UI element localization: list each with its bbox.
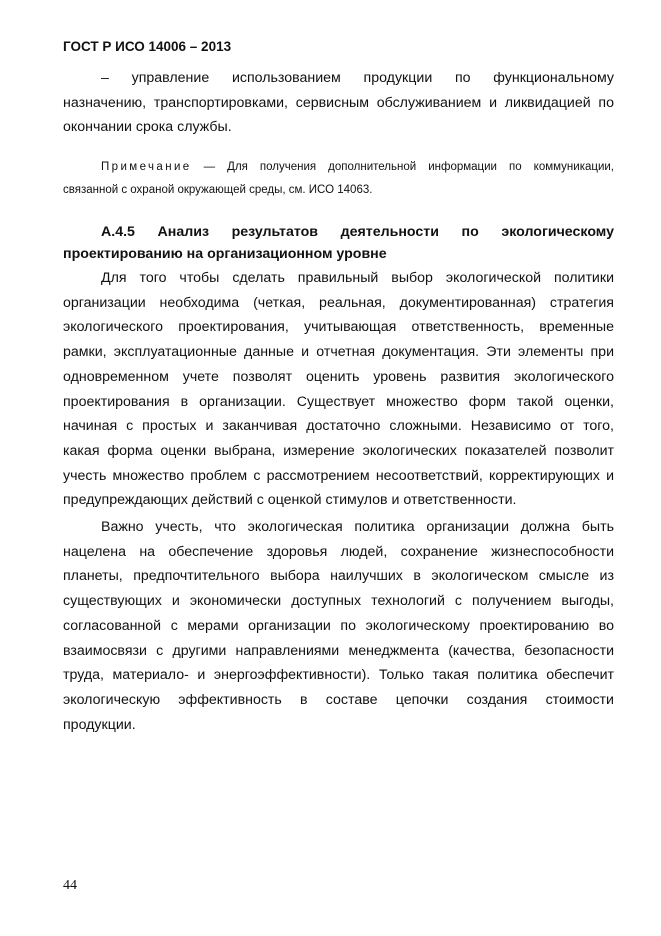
text-line: существующих и экономически доступных технологий с получением выгоды, [63,593,614,610]
text-line: труда, материало- и энергоэффективности). Только такая политика обеспечит [63,667,614,684]
text-line: учесть множество проблем с рассмотрением несоответствий, корректирующих и [63,467,614,484]
text-line [63,156,614,179]
text-line: Важно учесть, что экологическая политика организации должна быть [101,519,614,535]
section-heading [63,221,614,265]
text-line: экологическую эффективность в составе цепочки создания стоимости [63,691,614,708]
document-header: ГОСТ Р ИСО 14006 – 2013 [63,39,232,54]
text-line: экологического проектирования, учитывающая ответственность, временные [63,319,614,336]
intro-paragraph [63,66,614,140]
text-line: планеты, предпочтительного выбора наилучших в экологическом смысле из [63,568,614,585]
text-line: проектированию на организационном уровне [63,246,387,262]
text-line: – управление использованием продукции по функциональному [101,70,614,86]
text-line: начиная с простых и заканчивая достаточно сложными. Независимо от того, [63,418,614,435]
text-line: продукции. [63,716,136,733]
text-line: Для того чтобы сделать правильный выбор экологической политики [101,270,614,286]
page-number: 44 [63,878,77,893]
text-line: одновременном учете позволят оценить уровень развития экологического [63,368,614,385]
note [63,156,614,202]
text-line: проектирования в организации. Существует множество форм такой оценки, [63,393,614,410]
text-line: какая форма оценки выбрана, измерение экологических показателей позволит [63,442,614,459]
text-line: окончании срока службы. [63,119,232,136]
paragraph-1 [63,266,614,513]
text-line: А.4.5 Анализ результатов деятельности по экологическому [101,224,614,240]
text-line: предупреждающих действий с оценкой стимулов и ответственности. [63,492,517,509]
note-text: — Для получения дополнительной информации по коммуникации, [191,161,614,173]
text-line: взаимосвязи с другими направлениями менеджмента (качества, безопасности [63,642,614,659]
text-line: нацелена на обеспечение здоровья людей, сохранение жизнеспособности [63,543,614,560]
note-label: Примечание [101,161,192,173]
text-line: рамки, эксплуатационные данные и отчетная документация. Эти элементы при [63,344,614,361]
text-line: назначению, транспортировками, сервисным обслуживанием и ликвидацией по [63,94,614,111]
text-line: согласованной с мерами организации по экологическому проектированию во [63,617,614,634]
text-line: организации необходима (четкая, реальная, документированная) стратегия [63,294,614,311]
paragraph-2 [63,515,614,737]
text-line: связанной с охраной окружающей среды, см. ИСО 14063. [63,184,373,196]
